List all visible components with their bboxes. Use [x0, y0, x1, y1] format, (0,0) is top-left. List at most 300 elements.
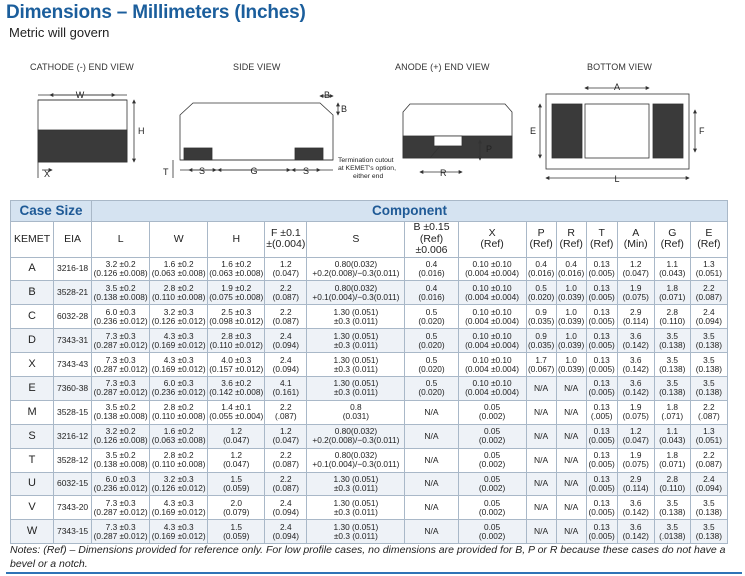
dimension-value-secondary: (0.094) [272, 530, 299, 541]
bottom-view-drawing [540, 88, 695, 178]
dimension-value: 0.10 ±0.10 [472, 378, 512, 389]
table-row [11, 472, 728, 496]
dimension-value: N/A [564, 430, 579, 441]
dimension-value: 1.5 [230, 473, 243, 484]
dimension-cell [654, 329, 690, 353]
dimension-value-secondary: (0.138 ±0.008) [93, 459, 148, 470]
dimension-value-secondary: (0.075 ±0.008) [209, 291, 264, 302]
dimension-cell [690, 376, 727, 400]
dimension-value-secondary: (0.094) [272, 506, 299, 517]
dimension-value: 0.13 [593, 521, 610, 532]
dimension-cell [405, 257, 458, 281]
table-row [11, 400, 728, 424]
dimension-cell [405, 424, 458, 448]
dimension-value: 3.6 [629, 354, 642, 365]
dim-label-h: H [138, 126, 145, 136]
dimension-cell [526, 496, 556, 520]
dimension-cell [208, 400, 265, 424]
dimension-value: 1.9 [629, 402, 642, 413]
page-title: Dimensions – Millimeters (Inches) [6, 2, 306, 23]
dimension-value-secondary: (0.138) [695, 363, 723, 374]
dimension-value: 1.0 [565, 282, 577, 293]
dimension-value: 7.3 ±0.3 [105, 521, 136, 532]
column-header-line-1: B ±0.15 [413, 221, 450, 233]
dimension-value-secondary: (0.142) [622, 387, 649, 398]
dimension-value: 0.5 [425, 378, 438, 389]
dimension-value: 2.2 [703, 450, 715, 461]
dimension-cell [556, 305, 586, 329]
dimension-value-secondary: (0.002) [478, 411, 506, 422]
cathode-end-view-drawing [38, 95, 134, 178]
dimension-value-secondary: (0.016) [418, 267, 445, 278]
dim-label-e: E [530, 126, 537, 136]
dimension-cell [690, 496, 727, 520]
dimension-value-secondary: (0.142 ±0.008) [209, 387, 264, 398]
dimension-cell [617, 376, 654, 400]
dimension-value: 0.13 [593, 378, 610, 389]
dimension-value-secondary: (0.142) [622, 339, 649, 350]
dimension-value-secondary: (0.002) [478, 435, 506, 446]
dim-label-a: A [613, 82, 621, 92]
dimension-value-secondary: (0.063 ±0.008) [151, 267, 206, 278]
dimension-value: 3.6 ±0.2 [221, 378, 252, 389]
column-header-line-1: X [488, 226, 496, 239]
dimension-value: N/A [534, 382, 549, 393]
dimension-cell [458, 472, 526, 496]
dimension-value: 1.1 [666, 426, 679, 437]
column-header-line-2: (Min) [623, 238, 648, 251]
table-row [11, 281, 728, 305]
dimension-value: 1.30 (0.051) [333, 473, 379, 484]
dimension-value-secondary: (0.094) [272, 339, 299, 350]
dimension-value-secondary: (0.051) [695, 435, 723, 446]
dimension-value: 0.13 [593, 354, 610, 365]
dimension-value: 0.8 [350, 402, 362, 413]
dimension-cell [150, 257, 208, 281]
dimension-value: 0.05 [483, 497, 501, 508]
dimension-value: 2.4 [280, 497, 292, 508]
dimension-cell [265, 305, 307, 329]
dimension-value: N/A [534, 478, 549, 489]
dimension-value: 4.1 [280, 378, 292, 389]
dimension-cell [405, 376, 458, 400]
kemet-case-cell: A [11, 257, 54, 281]
dimension-value-secondary: (0.110) [659, 482, 686, 493]
dimension-cell [265, 257, 307, 281]
dimension-value-secondary: (0.287 ±0.012) [93, 363, 148, 374]
dimension-value-secondary: (0.138) [659, 506, 686, 517]
dimension-cell [526, 472, 556, 496]
dimension-cell [690, 329, 727, 353]
dimension-value-secondary: (0.035) [527, 315, 555, 326]
dimension-cell [307, 305, 405, 329]
dimension-cell [405, 305, 458, 329]
dimension-value: 2.2 [280, 306, 292, 317]
dimension-value: 1.2 [629, 426, 642, 437]
dimension-value-secondary: +0.2(0.008)/−0.3(0.011) [312, 267, 400, 278]
dimension-cell [405, 329, 458, 353]
dimension-value: 1.9 ±0.2 [221, 282, 252, 293]
dimension-value-secondary: (0.087) [272, 482, 299, 493]
dimension-value-secondary: ±0.3 (0.011) [333, 530, 378, 541]
dimension-cell [556, 257, 586, 281]
dimension-cell [265, 448, 307, 472]
dimension-cell [690, 448, 727, 472]
dimension-cell [208, 257, 265, 281]
column-header-line-1: F ±0.1 [270, 226, 301, 239]
dimension-value-secondary: (0.020) [418, 315, 445, 326]
bottom-view-label: BOTTOM VIEW [587, 62, 652, 72]
dimension-value: 3.5 ±0.2 [105, 282, 136, 293]
dimension-value-secondary: (0.110 ±0.008) [152, 291, 206, 302]
dimension-cell [556, 353, 586, 377]
dimension-value-secondary: (0.047) [223, 459, 250, 470]
dimension-value: 2.0 [230, 497, 243, 508]
dimension-cell [617, 472, 654, 496]
dimension-cell [92, 472, 150, 496]
dimension-cell [150, 496, 208, 520]
dimension-cell [208, 305, 265, 329]
dimension-value-secondary: (0.047) [272, 435, 299, 446]
dimension-cell [150, 448, 208, 472]
dimension-value: 0.05 [483, 450, 501, 461]
kemet-case-cell: X [11, 353, 54, 377]
dimension-value-secondary: (0.110) [659, 315, 686, 326]
dimension-value: N/A [534, 502, 549, 513]
dimension-value: N/A [564, 406, 579, 417]
dimension-value-secondary: (0.287 ±0.012) [93, 530, 148, 541]
dimension-cell [458, 400, 526, 424]
dimension-value: 2.8 ±0.2 [163, 450, 194, 461]
dim-label-w: W [75, 90, 85, 100]
dimension-cell [265, 400, 307, 424]
dimension-value-secondary: (0.005) [588, 315, 615, 326]
dimension-value-secondary: (0.016) [527, 267, 555, 278]
dimension-value: 0.80(0.032) [334, 426, 378, 437]
dimension-value-secondary: (0.138) [695, 506, 723, 517]
dimension-cell [208, 520, 265, 544]
dimension-cell [405, 281, 458, 305]
dimension-cell [586, 400, 617, 424]
dimension-value-secondary: (0.169 ±0.012) [151, 339, 206, 350]
dimension-cell [458, 281, 526, 305]
dimension-cell [617, 305, 654, 329]
dimension-value: 0.13 [593, 306, 610, 317]
dimension-value-secondary: +0.1(0.004)/−0.3(0.011) [312, 459, 400, 470]
dimension-cell [307, 448, 405, 472]
dimension-value-secondary: (0.004 ±0.004) [465, 339, 520, 350]
column-header-line-2: (Ref)±0.006 [415, 232, 448, 256]
dimension-value: 0.5 [425, 306, 438, 317]
dimension-value: 0.13 [593, 497, 610, 508]
dimension-value: 2.8 ±0.3 [221, 330, 252, 341]
column-header-line-1: H [232, 232, 241, 245]
dimension-cell [265, 472, 307, 496]
dimension-value-secondary: (0.138) [695, 530, 723, 541]
dimension-cell [307, 257, 405, 281]
dimension-value-secondary: (0.005) [588, 387, 615, 398]
dimension-value: 2.9 [629, 473, 642, 484]
dimension-cell [458, 329, 526, 353]
dimension-value: 2.8 ±0.2 [163, 282, 194, 293]
column-header-line-1: L [117, 232, 124, 245]
dim-label-g: G [250, 166, 258, 176]
dimension-cell [405, 448, 458, 472]
dimension-value: 7.3 ±0.3 [105, 354, 136, 365]
dimension-value: 2.2 [703, 282, 715, 293]
dimension-value-secondary: (0.138 ±0.008) [93, 291, 148, 302]
dimension-value: 6.0 ±0.3 [105, 473, 136, 484]
dimension-value: N/A [534, 406, 549, 417]
dimension-value: 3.5 [666, 497, 679, 508]
dimension-value: 0.10 ±0.10 [472, 282, 512, 293]
dimension-value: 2.4 [703, 473, 715, 484]
dimension-value-secondary: +0.2(0.008)/−0.3(0.011) [312, 435, 400, 446]
dimension-value: 3.6 [629, 378, 642, 389]
table-row [11, 257, 728, 281]
eia-case-cell: 3528-21 [54, 281, 92, 305]
dimension-value-secondary: (0.039) [558, 363, 585, 374]
eia-case-cell: 3216-12 [54, 424, 92, 448]
column-header [92, 222, 150, 258]
dimension-cell [458, 257, 526, 281]
dimension-value-secondary: (0.236 ±0.012) [93, 315, 148, 326]
dimension-value-secondary: (0.094) [695, 482, 723, 493]
dimension-value-secondary: ±0.3 (0.011) [333, 363, 378, 374]
dimension-value-secondary: (0.043) [659, 267, 686, 278]
dimension-cell [526, 448, 556, 472]
dimension-value-secondary: (0.142) [622, 506, 649, 517]
side-view-label: SIDE VIEW [233, 62, 281, 72]
dimension-value-secondary: (.071) [661, 411, 684, 422]
dimension-value: 1.30 (0.051) [333, 354, 379, 365]
dimension-value: 0.13 [593, 330, 610, 341]
dimension-cell [405, 520, 458, 544]
kemet-case-cell: M [11, 400, 54, 424]
dim-label-x: X [44, 169, 51, 179]
dimension-value: 1.0 [565, 330, 577, 341]
eia-case-cell: 3216-18 [54, 257, 92, 281]
dimension-value-secondary: (0.138) [695, 387, 723, 398]
dimension-value: N/A [564, 502, 579, 513]
dimension-cell [150, 329, 208, 353]
dimension-value-secondary: (0.020) [527, 291, 555, 302]
dimension-value: 0.13 [593, 258, 610, 269]
dimension-value: 3.5 [666, 330, 679, 341]
dimension-value-secondary: (0.039) [558, 291, 585, 302]
dimension-value: 7.3 ±0.3 [105, 330, 136, 341]
dimension-value: 1.0 [565, 306, 577, 317]
dimension-value-secondary: (0.005) [588, 435, 615, 446]
dimension-cell [690, 305, 727, 329]
dimension-value-secondary: ±0.3 (0.011) [333, 506, 378, 517]
dimension-value: N/A [424, 406, 439, 417]
dimension-value: 0.9 [535, 306, 547, 317]
dimension-cell [556, 520, 586, 544]
dimension-cell [265, 376, 307, 400]
dimension-value-secondary: (0.047) [622, 435, 649, 446]
dimension-cell [617, 424, 654, 448]
dimension-value: 3.5 [703, 521, 715, 532]
column-header-line-2: (Ref) [660, 238, 684, 251]
dimension-value-secondary: (0.098 ±0.012) [209, 315, 264, 326]
column-header-line-1: KEMET [13, 232, 51, 245]
dimension-cell [526, 305, 556, 329]
dimension-value: 0.05 [483, 473, 501, 484]
dimension-cell [556, 376, 586, 400]
column-header [526, 222, 556, 258]
dimension-value-secondary: (0.067) [527, 363, 555, 374]
dimension-value: 2.4 [280, 354, 292, 365]
dimension-value-secondary: (0.059) [223, 482, 250, 493]
dimension-cell [307, 520, 405, 544]
dimension-cell [458, 376, 526, 400]
dimension-cell [208, 448, 265, 472]
dim-label-s-left: S [198, 166, 206, 176]
dimension-value: 2.2 [280, 450, 292, 461]
dimension-value-secondary: ±0.3 (0.011) [333, 315, 378, 326]
dimension-value: 2.4 [280, 330, 292, 341]
dimension-cell [617, 520, 654, 544]
dimension-cell [654, 376, 690, 400]
eia-case-cell: 6032-15 [54, 472, 92, 496]
dimension-cell [265, 496, 307, 520]
dimension-cell [586, 496, 617, 520]
dimension-value-secondary: (0.004 ±0.004) [465, 291, 520, 302]
dimension-value-secondary: (0.047) [272, 267, 299, 278]
dimension-value-secondary: (0.005) [588, 459, 615, 470]
dimension-value-secondary: (0.016) [418, 291, 445, 302]
dimension-value: 3.5 [703, 497, 715, 508]
dimension-cell [92, 353, 150, 377]
dimension-cell [556, 472, 586, 496]
dimension-cell [556, 424, 586, 448]
dimension-cell [208, 353, 265, 377]
dimension-cell [92, 305, 150, 329]
dimension-value-secondary: ±0.3 (0.011) [333, 339, 378, 350]
dimension-cell [690, 257, 727, 281]
page-subtitle: Metric will govern [9, 25, 110, 40]
dimension-cell [265, 520, 307, 544]
dimension-cell [307, 496, 405, 520]
termination-note-line-1: Termination cutout [338, 157, 394, 164]
dimension-value: 4.3 ±0.3 [163, 497, 194, 508]
dimension-value-secondary: (0.005) [588, 530, 615, 541]
dimension-value-secondary: (0.039) [558, 339, 585, 350]
eia-case-cell: 7360-38 [54, 376, 92, 400]
dimension-cell [586, 448, 617, 472]
dimension-value-secondary: (0.287 ±0.012) [93, 339, 148, 350]
dimension-value-secondary: (0.126 ±0.008) [93, 435, 148, 446]
dimension-value: 1.7 [535, 354, 547, 365]
dimension-cell [586, 353, 617, 377]
dimension-cell [586, 376, 617, 400]
dimension-cell [617, 281, 654, 305]
dimension-value: 0.10 ±0.10 [472, 354, 512, 365]
dimension-value: 0.05 [483, 521, 501, 532]
dimension-value-secondary: (0.094) [272, 363, 299, 374]
dimension-value-secondary: (0.114) [622, 482, 649, 493]
dimension-value: 1.9 [629, 450, 642, 461]
dimension-value-secondary: (.087) [274, 411, 297, 422]
dimension-cell [458, 353, 526, 377]
dimension-cell [265, 424, 307, 448]
dimension-cell [690, 472, 727, 496]
dimension-cell [586, 520, 617, 544]
dimension-value-secondary: (0.002) [478, 482, 506, 493]
dimension-cell [458, 520, 526, 544]
dimension-value-secondary: (0.110 ±0.008) [152, 411, 206, 422]
column-header-line-2: (Ref) [697, 238, 721, 251]
dimension-value: 1.9 [629, 282, 642, 293]
dimension-cell [458, 305, 526, 329]
column-header [11, 222, 54, 258]
dimension-value-secondary: +0.1(0.004)/−0.3(0.011) [312, 291, 400, 302]
column-header-line-1: E [705, 226, 713, 239]
dimension-cell [556, 329, 586, 353]
dimension-value-secondary: (0.138 ±0.008) [93, 411, 148, 422]
dimension-cell [654, 424, 690, 448]
dimension-value-secondary: (0.071) [659, 459, 686, 470]
eia-case-cell: 6032-28 [54, 305, 92, 329]
dimension-cell [526, 376, 556, 400]
dimension-value: N/A [424, 478, 439, 489]
dimension-cell [307, 329, 405, 353]
dimension-value: 0.5 [425, 330, 438, 341]
dimension-cell [92, 281, 150, 305]
dimension-cell [526, 520, 556, 544]
dimension-value: 7.3 ±0.3 [105, 378, 136, 389]
dimension-cell [150, 305, 208, 329]
dimension-cell [208, 329, 265, 353]
dimension-value-secondary: (0.005) [588, 267, 615, 278]
dimension-value: 0.80(0.032) [334, 282, 378, 293]
column-header [150, 222, 208, 258]
dimension-value-secondary: (0.002) [478, 459, 506, 470]
dimension-value: 1.2 [280, 258, 292, 269]
dimension-value: 2.8 [666, 306, 679, 317]
dimension-value: 1.30 (0.051) [333, 378, 379, 389]
dimension-cell [586, 257, 617, 281]
dimension-value: 3.5 ±0.2 [105, 450, 136, 461]
dimension-cell [92, 424, 150, 448]
dimension-value: 0.13 [593, 402, 610, 413]
dimension-value-secondary: (0.142) [622, 363, 649, 374]
dimension-value-secondary: (0.087) [695, 291, 723, 302]
dimensions-table [10, 200, 728, 544]
column-header-line-1: R [567, 226, 575, 239]
dimension-cell [458, 424, 526, 448]
dimension-value-secondary: (0.047) [223, 435, 250, 446]
dimension-value-secondary: (0.079) [223, 506, 250, 517]
column-header-line-1: P [537, 226, 545, 239]
dimension-value-secondary: (0.075) [622, 411, 649, 422]
dimension-value: N/A [564, 526, 579, 537]
dimension-cell [556, 400, 586, 424]
dimension-value: N/A [534, 430, 549, 441]
dimension-cell [92, 376, 150, 400]
kemet-case-cell: E [11, 376, 54, 400]
dimension-value-secondary: (0.039) [558, 315, 585, 326]
table-row [11, 353, 728, 377]
dimension-cell [208, 376, 265, 400]
dimension-value: 2.4 [703, 306, 715, 317]
dimension-value: 1.8 [666, 450, 679, 461]
dimension-value: 1.30 (0.051) [333, 497, 379, 508]
dimension-cell [690, 400, 727, 424]
dimension-value: 7.3 ±0.3 [105, 497, 136, 508]
dimension-value-secondary: (0.002) [478, 506, 506, 517]
